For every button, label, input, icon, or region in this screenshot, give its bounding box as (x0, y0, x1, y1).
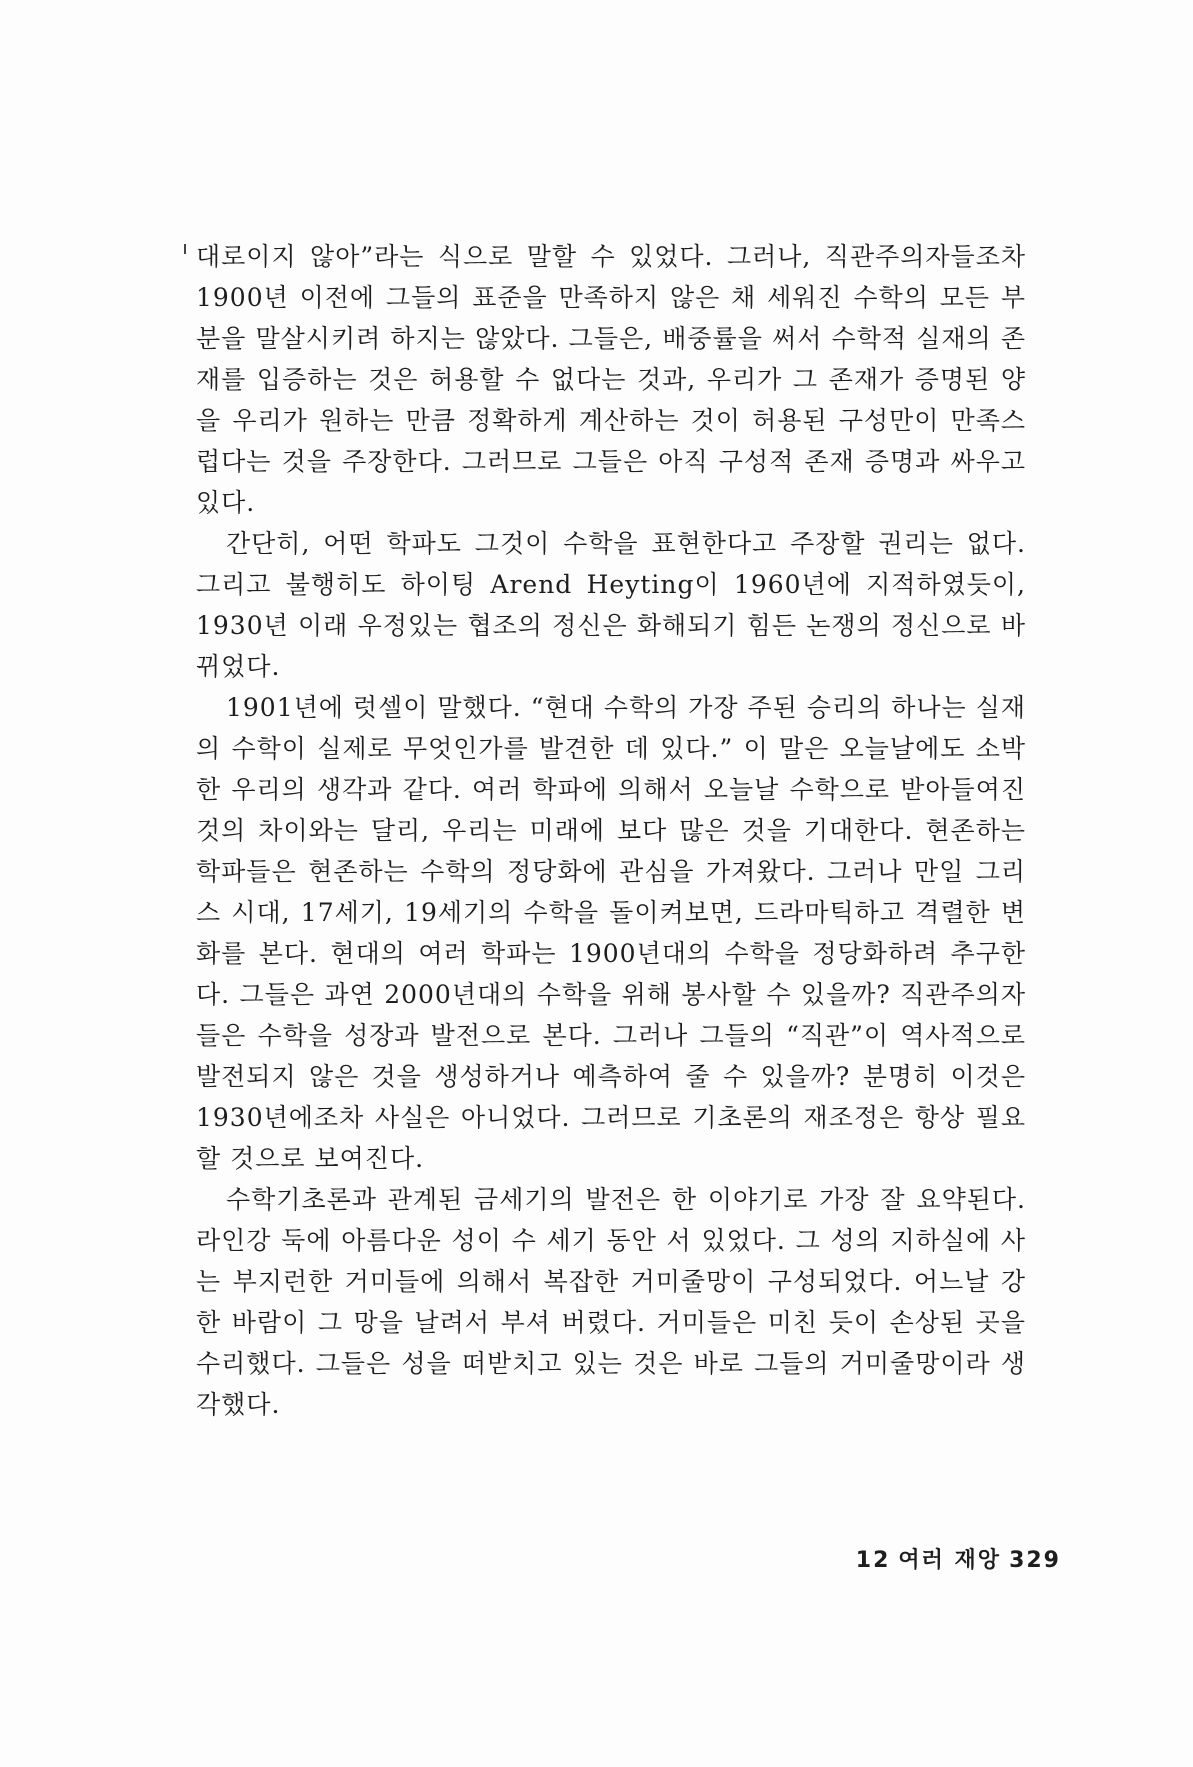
paragraph-russell-quote: 1901년에 럿셀이 말했다. “현대 수학의 가장 주된 승리의 하나는 실재의 수학이 실제로 무엇인가를 발견한 데 있다.” 이 말은 오늘날에도 소박한 우리의 생각과 같다. 여러 학파에 의해서 오늘날 수학으로 받아들여진 것의 차이와는 달리, 우리는 미래에 보다 많은 것을 기대한다. 현존하는 학파들은 현존하는 수학의 정당화에 관심을 가져왔다. 그러나 만일 그리스 시대, 17세기, 19세기의 수학을 돌이켜보면, 드라마틱하고 격렬한 변화를 본다. 현대의 여러 학파는 1900년대의 수학을 정당화하려 추구한다. 그들은 과연 2000년대의 수학을 위해 봉사할 수 있을까? 직관주의자들은 수학을 성장과 발전으로 본다. 그러나 그들의 “직관”이 역사적으로 발전되지 않은 것을 생성하거나 예측하여 줄 수 있을까? 분명히 이것은 1930년에조차 사실은 아니었다. 그러므로 기초론의 재조정은 항상 필요할 것으로 보여진다. (196, 693, 1026, 1173)
chapter-number: 12 (855, 1548, 891, 1573)
paragraph-schools-claim: 간단히, 어떤 학파도 그것이 수학을 표현한다고 주장할 권리는 없다. 그리고 불행히도 하이팅 Arend Heyting이 1960년에 지적하였듯이, 1930년 이래 우정있는 협조의 정신은 화해되기 힘든 논쟁의 정신으로 바뀌었다. (196, 529, 1026, 681)
paragraph-continued: 대로이지 않아”라는 식으로 말할 수 있었다. 그러나, 직관주의자들조차 1900년 이전에 그들의 표준을 만족하지 않은 채 세워진 수학의 모든 부분을 말살시키려 하지는 않았다. 그들은, 배중률을 써서 수학적 실재의 존재를 입증하는 것은 허용할 수 없다는 것과, 우리가 그 존재가 증명된 양을 우리가 원하는 만큼 정확하게 계산하는 것이 허용된 구성만이 만족스럽다는 것을 주장한다. 그러므로 그들은 아직 구성적 존재 증명과 싸우고 있다. (196, 242, 1026, 517)
paragraph-spider-story: 수학기초론과 관계된 금세기의 발전은 한 이야기로 가장 잘 요약된다. 라인강 둑에 아름다운 성이 수 세기 동안 서 있었다. 그 성의 지하실에 사는 부지런한 거미들에 의해서 복잡한 거미줄망이 구성되었다. 어느날 강한 바람이 그 망을 날려서 부셔 버렸다. 거미들은 미친 듯이 손상된 곳을 수리했다. 그들은 성을 떠받치고 있는 것은 바로 그들의 거미줄망이라 생각했다. (196, 1185, 1026, 1419)
page-footer (856, 1543, 1061, 1574)
margin-mark (184, 244, 186, 254)
chapter-title: 여러 재앙 (898, 1548, 1002, 1573)
body-text (196, 236, 1026, 1425)
page-number: 329 (1009, 1548, 1061, 1573)
